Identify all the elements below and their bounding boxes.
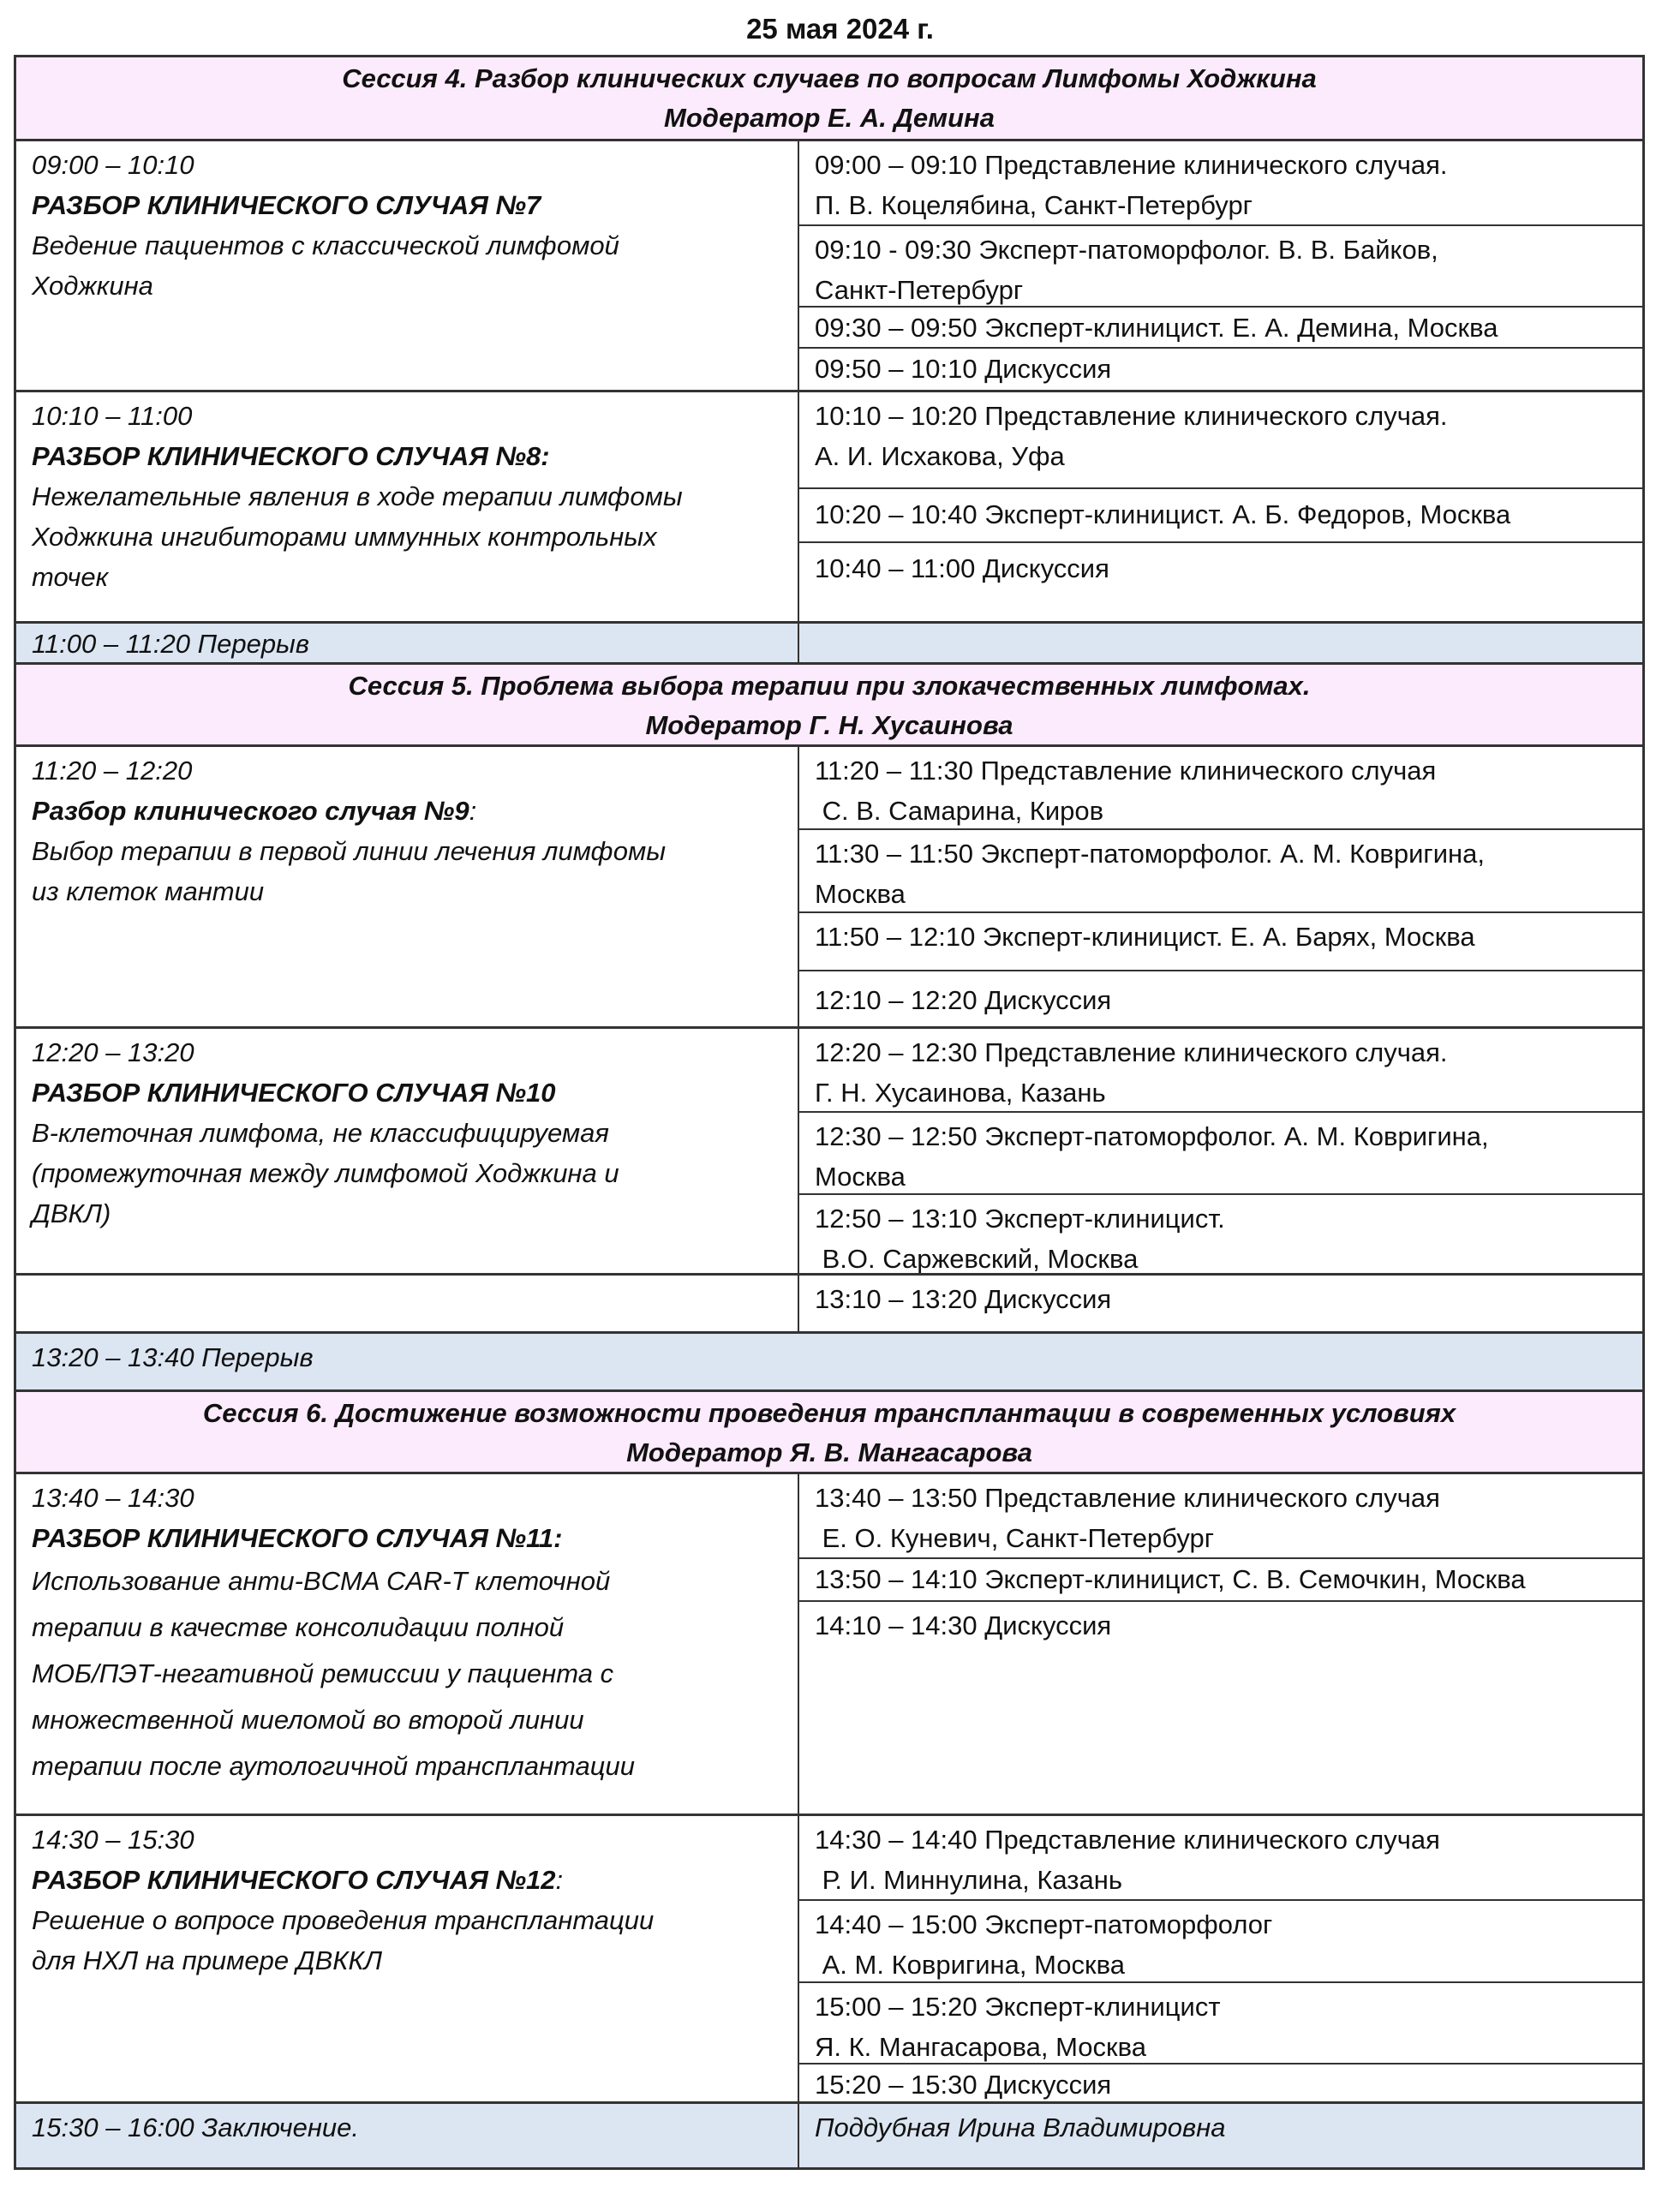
case-time: 13:40 – 14:30 (32, 1483, 194, 1513)
program-line: А. М. Ковригина, Москва (815, 1950, 1125, 1980)
case-info (16, 1474, 798, 1814)
program-item (799, 141, 1642, 224)
program-item (799, 487, 1642, 541)
program-line: 14:30 – 14:40 Представление клинического случая (815, 1825, 1440, 1855)
program-line: 12:20 – 12:30 Представление клинического случая. (815, 1037, 1448, 1067)
case-description-line: Решение о вопросе проведения трансплантации (32, 1905, 655, 1935)
program-line: 10:20 – 10:40 Эксперт-клиницист. А. Б. Федоров, Москва (815, 499, 1511, 529)
program-line: 12:30 – 12:50 Эксперт-патоморфолог. А. М. Ковригина, (815, 1121, 1489, 1151)
session-header (16, 662, 1642, 744)
program-item (799, 1111, 1642, 1193)
program-item (799, 1276, 1642, 1334)
case-row-extra (16, 1273, 1642, 1331)
program-item (799, 541, 1642, 624)
case-row (16, 1472, 1642, 1814)
case-description-line: для НХЛ на примере ДВККЛ (32, 1945, 383, 1975)
case-description-line: терапии после аутологичной трансплантации (32, 1751, 635, 1781)
break-row (16, 1331, 1642, 1389)
program-line: 11:50 – 12:10 Эксперт-клиницист. Е. А. Барях, Москва (815, 922, 1475, 952)
program-line: Е. О. Куневич, Санкт-Петербург (815, 1523, 1215, 1553)
case-time: 10:10 – 11:00 (32, 401, 193, 431)
case-row (16, 744, 1642, 1026)
program-line: С. В. Самарина, Киров (815, 796, 1104, 826)
case-description-line: Ходжкина ингибиторами иммунных контрольных (32, 522, 657, 552)
program-line: 11:30 – 11:50 Эксперт-патоморфолог. А. М. Ковригина, (815, 839, 1486, 869)
program-line: 15:20 – 15:30 Дискуссия (815, 2070, 1112, 2100)
program-item (799, 911, 1642, 970)
program-line: 09:00 – 09:10 Представление клинического случая. (815, 150, 1448, 180)
case-program (798, 392, 1642, 621)
case-info (16, 747, 798, 1026)
program-item (799, 306, 1642, 347)
schedule-table (14, 55, 1645, 2170)
case-info (16, 1816, 798, 2101)
program-line: 14:40 – 15:00 Эксперт-патоморфолог (815, 1909, 1273, 1939)
break-right-cell (798, 624, 1642, 662)
session-moderator: Модератор Г. Н. Хусаинова (645, 710, 1013, 740)
program-line: Москва (815, 1162, 906, 1192)
program-item (799, 224, 1642, 306)
case-row (16, 390, 1642, 621)
case-description-line: МОБ/ПЭТ-негативной ремиссии у пациента с (32, 1658, 614, 1688)
program-item (799, 1981, 1642, 2063)
program-line: 12:50 – 13:10 Эксперт-клиницист. (815, 1204, 1225, 1234)
break-label (16, 624, 798, 662)
program-item (799, 1899, 1642, 1981)
program-line: 13:50 – 14:10 Эксперт-клиницист, С. В. Семочкин, Москва (815, 1564, 1526, 1594)
program-line: Г. Н. Хусаинова, Казань (815, 1078, 1106, 1108)
closing-label (16, 2104, 798, 2167)
program-line: П. В. Коцелябина, Санкт-Петербург (815, 190, 1253, 220)
case-heading: Разбор клинического случая №9 (32, 796, 469, 826)
case-heading: РАЗБОР КЛИНИЧЕСКОГО СЛУЧАЯ №12 (32, 1865, 556, 1895)
session-moderator: Модератор Я. В. Мангасарова (626, 1437, 1032, 1467)
case-time: 12:20 – 13:20 (32, 1037, 194, 1067)
case-time: 11:20 – 12:20 (32, 756, 193, 786)
case-description-line: терапии в качестве консолидации полной (32, 1612, 565, 1642)
case-description-line: ДВКЛ) (32, 1198, 111, 1228)
program-line: 09:50 – 10:10 Дискуссия (815, 354, 1112, 384)
case-program (798, 1029, 1642, 1273)
session-header (16, 57, 1642, 139)
case-program (798, 1276, 1642, 1331)
case-heading-wrap (32, 791, 782, 831)
program-item (799, 1557, 1642, 1600)
case-heading-suffix: : (555, 1865, 564, 1895)
closing-text: 15:30 – 16:00 Заключение. (32, 2112, 359, 2142)
case-description-line: (промежуточная между лимфомой Ходжкина и (32, 1158, 619, 1188)
program-line: В.О. Саржевский, Москва (815, 1244, 1139, 1274)
program-line: 10:10 – 10:20 Представление клинического случая. (815, 401, 1448, 431)
case-heading: РАЗБОР КЛИНИЧЕСКОГО СЛУЧАЯ №10 (32, 1078, 556, 1108)
case-heading: РАЗБОР КЛИНИЧЕСКОГО СЛУЧАЯ №7 (32, 190, 541, 220)
case-program (798, 141, 1642, 390)
program-item (799, 392, 1642, 487)
program-item (799, 2063, 1642, 2104)
program-line: Р. И. Миннулина, Казань (815, 1865, 1123, 1895)
program-line: Москва (815, 879, 906, 909)
program-line: 15:00 – 15:20 Эксперт-клиницист (815, 1992, 1221, 2022)
case-description-line: Выбор терапии в первой линии лечения лимфомы (32, 836, 667, 866)
session-moderator: Модератор Е. А. Демина (664, 103, 995, 133)
case-time: 09:00 – 10:10 (32, 150, 194, 180)
closing-speaker-name: Поддубная Ирина Владимировна (815, 2112, 1226, 2142)
case-time: 14:30 – 15:30 (32, 1825, 194, 1855)
case-description-line: Ходжкина (32, 271, 153, 301)
closing-speaker (798, 2104, 1642, 2167)
break-text: 11:00 – 11:20 Перерыв (32, 629, 310, 659)
session-header (16, 1389, 1642, 1472)
case-description-line: Ведение пациентов с классической лимфомой (32, 230, 619, 260)
program-line: 13:10 – 13:20 Дискуссия (815, 1284, 1112, 1314)
case-heading-suffix: : (469, 796, 477, 826)
break-row (16, 621, 1642, 662)
case-description-line: Нежелательные явления в ходе терапии лимфомы (32, 481, 683, 511)
case-row (16, 1814, 1642, 2101)
program-item (799, 1474, 1642, 1557)
session-title: Сессия 4. Разбор клинических случаев по вопросам Лимфомы Ходжкина (342, 63, 1317, 93)
case-heading: РАЗБОР КЛИНИЧЕСКОГО СЛУЧАЯ №8: (32, 441, 550, 471)
case-description-line: Использование анти-BCMA CAR-T клеточной (32, 1566, 611, 1596)
empty-cell (16, 1276, 798, 1331)
program-line: 09:30 – 09:50 Эксперт-клиницист. Е. А. Демина, Москва (815, 313, 1498, 343)
program-line: 14:10 – 14:30 Дискуссия (815, 1610, 1112, 1640)
case-program (798, 1816, 1642, 2101)
case-program (798, 747, 1642, 1026)
program-item (799, 1193, 1642, 1276)
case-heading: РАЗБОР КЛИНИЧЕСКОГО СЛУЧАЯ №11: (32, 1523, 563, 1553)
case-row (16, 139, 1642, 390)
case-description-line: точек (32, 562, 109, 592)
closing-row (16, 2101, 1642, 2167)
case-info (16, 141, 798, 390)
program-line: 11:20 – 11:30 Представление клинического случая (815, 756, 1437, 786)
case-info (16, 392, 798, 621)
case-description-line: В-клеточная лимфома, не классифицируемая (32, 1118, 609, 1148)
program-line: 12:10 – 12:20 Дискуссия (815, 985, 1112, 1015)
case-row (16, 1026, 1642, 1273)
case-description-line: из клеток мантии (32, 876, 265, 906)
program-line: 13:40 – 13:50 Представление клинического случая (815, 1483, 1440, 1513)
page-title: 25 мая 2024 г. (746, 13, 934, 45)
program-line: 09:10 - 09:30 Эксперт-патоморфолог. В. В. Байков, (815, 235, 1438, 265)
program-item (799, 1816, 1642, 1899)
session-title: Сессия 6. Достижение возможности проведения трансплантации в современных условиях (202, 1398, 1456, 1428)
case-info (16, 1029, 798, 1273)
program-line: А. И. Исхакова, Уфа (815, 441, 1065, 471)
case-heading-wrap (32, 1860, 782, 1900)
program-item (799, 347, 1642, 392)
program-item (799, 1600, 1642, 1816)
program-line: Санкт-Петербург (815, 275, 1024, 305)
program-item (799, 970, 1642, 1029)
program-line: 10:40 – 11:00 Дискуссия (815, 553, 1109, 583)
break-text: 13:20 – 13:40 Перерыв (32, 1342, 314, 1372)
session-title: Сессия 5. Проблема выбора терапии при злокачественных лимфомах. (348, 671, 1311, 701)
program-item (799, 1029, 1642, 1111)
program-item (799, 747, 1642, 828)
break-label (16, 1334, 1642, 1389)
program-item (799, 828, 1642, 911)
case-program (798, 1474, 1642, 1814)
case-description-line: множественной миеломой во второй линии (32, 1705, 584, 1735)
program-line: Я. К. Мангасарова, Москва (815, 2032, 1146, 2062)
